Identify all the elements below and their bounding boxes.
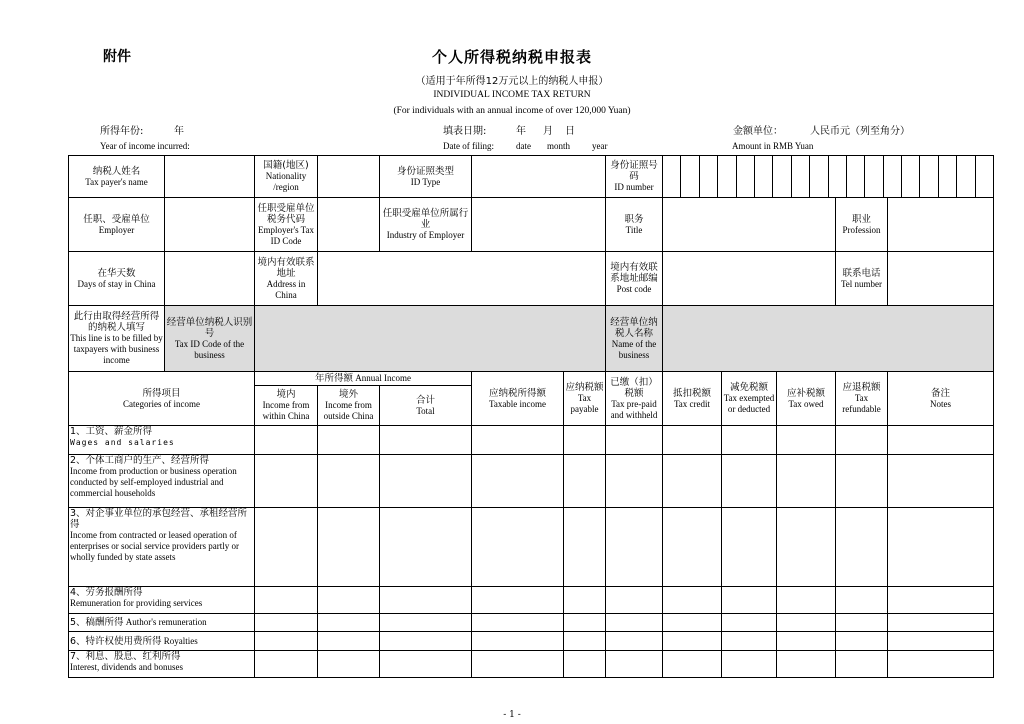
- profession-label: 职业 Profession: [836, 198, 888, 252]
- income-category-author: 5、稿酬所得 Author's remuneration: [69, 614, 255, 632]
- income-cell[interactable]: [606, 455, 663, 508]
- income-cell[interactable]: [663, 508, 722, 587]
- annual-income-header: 年所得额 Annual Income: [255, 372, 472, 386]
- income-cell[interactable]: [255, 651, 318, 678]
- taxpayer-name-label: 纳税人姓名 Tax payer's name: [69, 156, 165, 198]
- within-china-header: 境内 Income from within China: [255, 386, 318, 426]
- form-subtitle-en: INDIVIDUAL INCOME TAX RETURN: [433, 90, 591, 100]
- business-name-label: 经营单位纳税人名称 Name of the business: [606, 306, 663, 372]
- income-cell[interactable]: [318, 426, 380, 455]
- notes-header: 备注 Notes: [888, 372, 994, 426]
- income-cell[interactable]: [888, 587, 994, 614]
- income-cell[interactable]: [663, 426, 722, 455]
- filing-date-en: date: [516, 141, 531, 151]
- outside-china-header: 境外 Income from outside China: [318, 386, 380, 426]
- income-category-interest: 7、利息、股息、红利所得 Interest, dividends and bonuses: [69, 651, 255, 678]
- income-cell[interactable]: [722, 651, 777, 678]
- tax-return-form: [68, 155, 994, 678]
- address-field[interactable]: [318, 252, 606, 306]
- income-cell[interactable]: [663, 455, 722, 508]
- income-cell[interactable]: [606, 651, 663, 678]
- income-cell[interactable]: [777, 587, 836, 614]
- income-cell[interactable]: [472, 587, 564, 614]
- year-label-en: Year of income incurred:: [100, 141, 190, 151]
- id-type-field[interactable]: [472, 156, 606, 198]
- income-cell[interactable]: [888, 614, 994, 632]
- income-cell[interactable]: [255, 587, 318, 614]
- taxpayer-row: [69, 156, 994, 198]
- income-cell[interactable]: [380, 455, 472, 508]
- income-cell[interactable]: [380, 651, 472, 678]
- income-row: [69, 426, 994, 455]
- income-row: [69, 508, 994, 587]
- income-category-contracted: 3、对企事业单位的承包经营、承租经营所得 Income from contracted or leased operation of enterprises or social service providers partly or wholly funded by state assets: [69, 508, 255, 587]
- income-cell[interactable]: [606, 508, 663, 587]
- income-cell[interactable]: [836, 508, 888, 587]
- income-cell[interactable]: [564, 651, 606, 678]
- income-cell[interactable]: [380, 587, 472, 614]
- income-cell[interactable]: [722, 455, 777, 508]
- employer-taxid-field[interactable]: [318, 198, 380, 252]
- employer-field[interactable]: [165, 198, 255, 252]
- income-cell[interactable]: [564, 614, 606, 632]
- income-cell[interactable]: [888, 632, 994, 651]
- filing-date-label-zh: 填表日期:: [443, 126, 487, 137]
- id-type-label: 身份证照类型 ID Type: [380, 156, 472, 198]
- employer-row: [69, 198, 994, 252]
- income-row: [69, 587, 994, 614]
- business-line-note: 此行由取得经营所得的纳税人填写 This line is to be filled by taxpayers with business income: [69, 306, 165, 372]
- filing-month-zh: 月: [543, 126, 553, 137]
- income-category-wages: 1、工资、薪金所得 Wages and salaries: [69, 426, 255, 455]
- income-category-business: 2、个体工商户的生产、经营所得 Income from production or business operation conducted by self-employed industrial and commercial households: [69, 455, 255, 508]
- income-header-row-1: [69, 372, 994, 386]
- days-label: 在华天数 Days of stay in China: [69, 252, 165, 306]
- income-cell[interactable]: [564, 508, 606, 587]
- income-cell[interactable]: [888, 651, 994, 678]
- tax-exempted-header: 减免税额 Tax exempted or deducted: [722, 372, 777, 426]
- id-number-label: 身份证照号码 ID number: [606, 156, 663, 198]
- income-cell[interactable]: [255, 426, 318, 455]
- income-cell[interactable]: [663, 632, 722, 651]
- days-field[interactable]: [165, 252, 255, 306]
- postcode-label: 境内有效联系地址邮编 Post code: [606, 252, 663, 306]
- tax-refundable-header: 应退税额 Tax refundable: [836, 372, 888, 426]
- year-label-zh: 所得年份:: [100, 126, 144, 137]
- nationality-field[interactable]: [318, 156, 380, 198]
- tax-credit-header: 抵扣税额 Tax credit: [663, 372, 722, 426]
- income-cell[interactable]: [318, 632, 380, 651]
- filing-day-zh: 日: [565, 126, 575, 137]
- form-subtitle-en2: (For individuals with an annual income of over 120,000 Yuan): [393, 106, 631, 116]
- income-cell[interactable]: [564, 587, 606, 614]
- income-cell[interactable]: [777, 651, 836, 678]
- income-cell[interactable]: [663, 651, 722, 678]
- title-field[interactable]: [663, 198, 836, 252]
- income-cell[interactable]: [564, 455, 606, 508]
- tel-field[interactable]: [888, 252, 994, 306]
- address-label: 境内有效联系地址 Address in China: [255, 252, 318, 306]
- category-header: 所得项目 Categories of income: [69, 372, 255, 426]
- nationality-label: 国籍(地区) Nationality /region: [255, 156, 318, 198]
- income-cell[interactable]: [777, 508, 836, 587]
- filing-year-zh: 年: [516, 126, 526, 137]
- income-row: [69, 632, 994, 651]
- income-cell[interactable]: [472, 614, 564, 632]
- income-cell[interactable]: [255, 455, 318, 508]
- income-cell[interactable]: [606, 614, 663, 632]
- income-category-services: 4、劳务报酬所得 Remuneration for providing services: [69, 587, 255, 614]
- income-cell[interactable]: [836, 651, 888, 678]
- income-cell[interactable]: [255, 632, 318, 651]
- income-cell[interactable]: [255, 614, 318, 632]
- profession-field[interactable]: [888, 198, 994, 252]
- income-cell[interactable]: [663, 614, 722, 632]
- income-cell[interactable]: [722, 587, 777, 614]
- filing-year-en: year: [592, 141, 608, 151]
- income-cell[interactable]: [836, 426, 888, 455]
- income-cell[interactable]: [564, 632, 606, 651]
- income-cell[interactable]: [722, 632, 777, 651]
- tax-owed-header: 应补税额 Tax owed: [777, 372, 836, 426]
- employer-taxid-label: 任职受雇单位税务代码 Employer's Tax ID Code: [255, 198, 318, 252]
- business-row: [69, 306, 994, 372]
- income-cell[interactable]: [777, 614, 836, 632]
- amount-unit-en: Amount in RMB Yuan: [732, 141, 814, 151]
- income-row: [69, 455, 994, 508]
- title-label: 职务 Title: [606, 198, 663, 252]
- business-taxid-label: 经营单位纳税人识别号 Tax ID Code of the business: [165, 306, 255, 372]
- income-cell[interactable]: [564, 426, 606, 455]
- tel-label: 联系电话 Tel number: [836, 252, 888, 306]
- form-subtitle-zh: （适用于年所得12万元以上的纳税人申报）: [415, 76, 609, 87]
- tax-prepaid-header: 已缴（扣）税额 Tax pre-paid and withheld: [606, 372, 663, 426]
- income-cell[interactable]: [663, 587, 722, 614]
- income-cell[interactable]: [722, 426, 777, 455]
- income-row: [69, 614, 994, 632]
- income-cell[interactable]: [380, 426, 472, 455]
- income-cell[interactable]: [888, 508, 994, 587]
- filing-date-label-en: Date of filing:: [443, 141, 494, 151]
- employer-label: 任职、受雇单位 Employer: [69, 198, 165, 252]
- taxable-income-header: 应纳税所得额 Taxable income: [472, 372, 564, 426]
- business-name-field[interactable]: [663, 306, 994, 372]
- total-header: 合计 Total: [380, 386, 472, 426]
- attachment-label: 附件: [103, 49, 131, 65]
- income-cell[interactable]: [606, 426, 663, 455]
- income-cell[interactable]: [318, 651, 380, 678]
- income-category-royalties: 6、特许权使用费所得 Royalties: [69, 632, 255, 651]
- employer-industry-field[interactable]: [472, 198, 606, 252]
- income-cell[interactable]: [606, 632, 663, 651]
- income-cell[interactable]: [606, 587, 663, 614]
- income-cell[interactable]: [380, 632, 472, 651]
- income-cell[interactable]: [472, 455, 564, 508]
- amount-unit-value-zh: 人民币元（列至角分）: [810, 126, 910, 137]
- taxpayer-name-field[interactable]: [165, 156, 255, 198]
- income-cell[interactable]: [255, 508, 318, 587]
- income-cell[interactable]: [777, 455, 836, 508]
- employer-industry-label: 任职受雇单位所属行业 Industry of Employer: [380, 198, 472, 252]
- contact-row: [69, 252, 994, 306]
- income-cell[interactable]: [318, 508, 380, 587]
- postcode-field[interactable]: [663, 252, 836, 306]
- income-cell[interactable]: [318, 614, 380, 632]
- income-row: [69, 651, 994, 678]
- income-cell[interactable]: [777, 426, 836, 455]
- tax-payable-header: 应纳税额 Tax payable: [564, 372, 606, 426]
- id-number-boxes[interactable]: [663, 156, 994, 198]
- income-cell[interactable]: [722, 614, 777, 632]
- business-taxid-field[interactable]: [255, 306, 606, 372]
- income-cell[interactable]: [472, 632, 564, 651]
- income-cell[interactable]: [836, 614, 888, 632]
- income-cell[interactable]: [836, 632, 888, 651]
- income-cell[interactable]: [722, 508, 777, 587]
- income-cell[interactable]: [318, 587, 380, 614]
- income-cell[interactable]: [777, 632, 836, 651]
- income-cell[interactable]: [472, 508, 564, 587]
- income-cell[interactable]: [380, 614, 472, 632]
- income-cell[interactable]: [888, 426, 994, 455]
- income-cell[interactable]: [318, 455, 380, 508]
- filing-month-en: month: [547, 141, 571, 151]
- amount-unit-label-zh: 金额单位：: [733, 126, 783, 137]
- income-cell[interactable]: [380, 508, 472, 587]
- income-cell[interactable]: [472, 426, 564, 455]
- income-cell[interactable]: [888, 455, 994, 508]
- income-cell[interactable]: [836, 587, 888, 614]
- income-cell[interactable]: [472, 651, 564, 678]
- income-cell[interactable]: [836, 455, 888, 508]
- year-unit-zh: 年: [174, 126, 184, 137]
- form-title: 个人所得税纳税申报表: [431, 48, 592, 66]
- page-number: - 1 -: [503, 710, 521, 720]
